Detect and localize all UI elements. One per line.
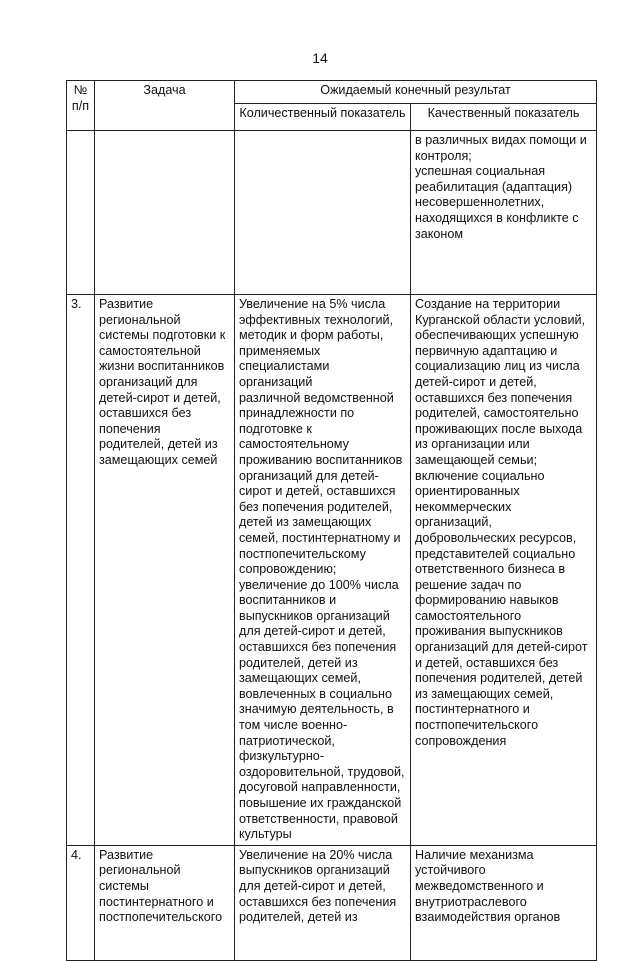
row-task — [95, 131, 235, 295]
table-row — [67, 295, 597, 846]
row-num: 4. — [67, 845, 95, 960]
header-num: № п/п — [67, 81, 95, 131]
header-result-group: Ожидаемый конечный результат — [235, 81, 597, 104]
row-quantitative: Увеличение на 5% числа эффективных технологий, методик и форм работы, применяемых специалистами организаций различной ведомственной принадлежности по подготовке к самостоятельному проживанию воспитанников организаций для детей- сирот и детей, оставшихся без попечения родителей, детей из замещающих семей, постинтернатному и постпопечительскому сопровождению; увеличение до 100% числа воспитанников и выпускников организаций для детей-сирот и детей, оставшихся без попечения родителей, детей из замещающих семей, вовлеченных в социально значимую деятельность, в том числе военно- патриотической, физкультурно- оздоровительной, трудовой, досуговой направленности, повышение их гражданской ответственности, правовой культуры — [235, 295, 411, 846]
header-quantitative: Количественный показатель — [235, 104, 411, 131]
header-task: Задача — [95, 81, 235, 131]
row-qualitative: в различных видах помощи и контроля; успешная социальная реабилитация (адаптация) несовершеннолетних, находящихся в конфликте с законом — [411, 131, 597, 295]
row-num: 3. — [67, 295, 95, 846]
row-qualitative: Наличие механизма устойчивого межведомственного и внутриотраслевого взаимодействия органов — [411, 845, 597, 960]
row-quantitative — [235, 131, 411, 295]
row-quantitative: Увеличение на 20% числа выпускников организаций для детей-сирот и детей, оставшихся без попечения родителей, детей из — [235, 845, 411, 960]
row-num — [67, 131, 95, 295]
results-table — [66, 80, 597, 961]
page-number: 14 — [312, 50, 328, 66]
header-qualitative: Качественный показатель — [411, 104, 597, 131]
table-row — [67, 845, 597, 960]
row-task: Развитие региональной системы постинтернатного и постпопечительского — [95, 845, 235, 960]
table-row — [67, 131, 597, 295]
header-row — [67, 81, 597, 104]
row-task: Развитие региональной системы подготовки к самостоятельной жизни воспитанников организаций для детей-сирот и детей, оставшихся без попечения родителей, детей из замещающих семей — [95, 295, 235, 846]
row-qualitative: Создание на территории Курганской области условий, обеспечивающих успешную первичную адаптацию и социализацию лиц из числа детей-сирот и детей, оставшихся без попечения родителей, самостоятельно проживающих после выхода из организации или замещающей семьи; включение социально ориентированных некоммерческих организаций, добровольческих ресурсов, представителей социально ответственного бизнеса в решение задач по формированию навыков самостоятельного проживания выпускников организаций для детей-сирот и детей, оставшихся без попечения родителей, детей из замещающих семей, постинтернатного и постпопечительского сопровождения — [411, 295, 597, 846]
